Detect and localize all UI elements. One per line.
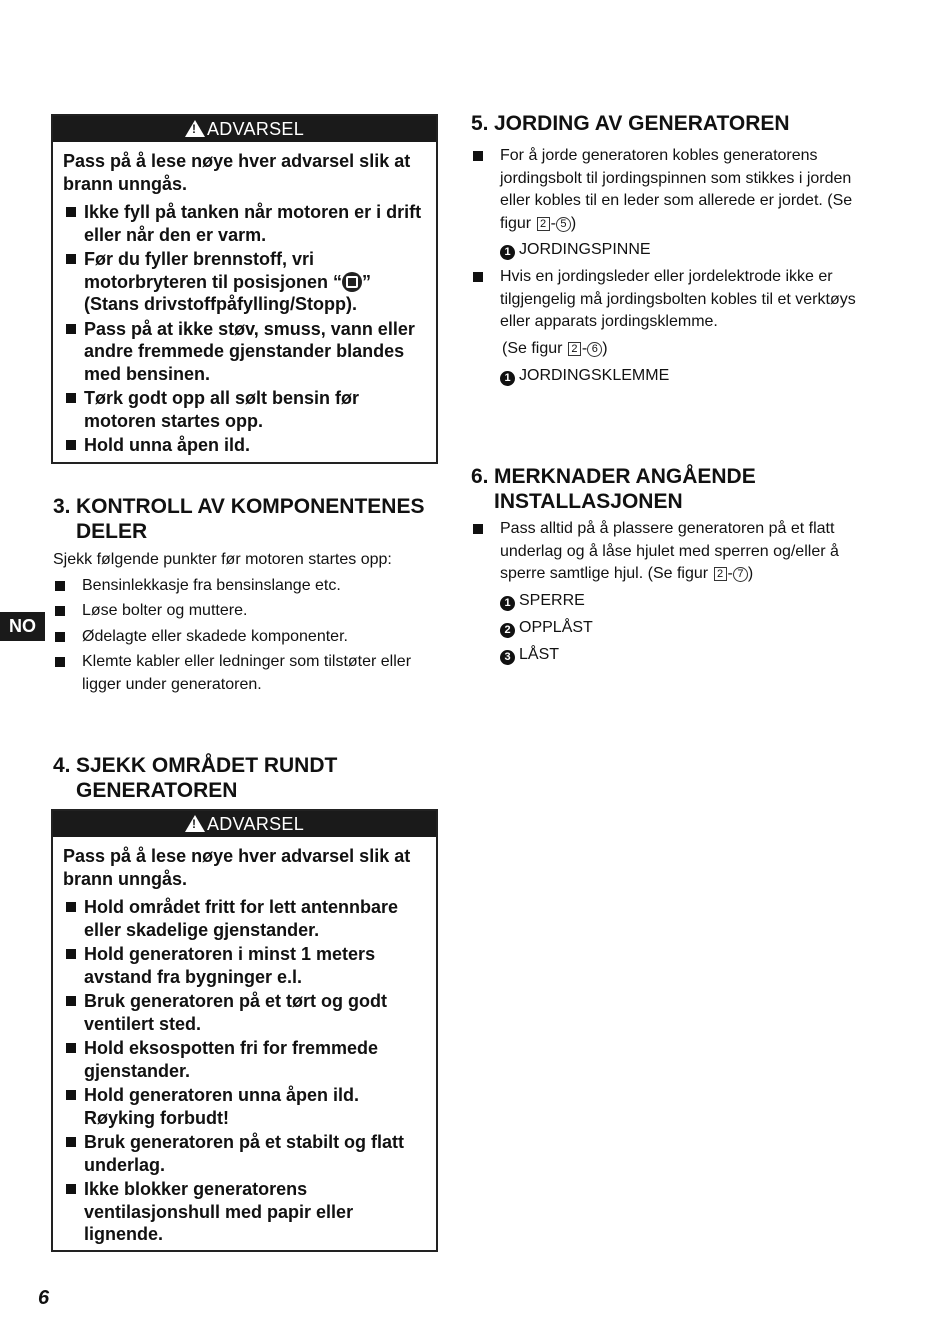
callout-number-icon: 1 <box>500 596 515 611</box>
section-4-title: 4. SJEKK OMRÅDET RUNDT GENERATOREN <box>53 754 338 802</box>
page-number: 6 <box>38 1287 50 1309</box>
warning-item: Hold unna åpen ild. <box>63 434 426 457</box>
warning-item: Pass på at ikke støv, smuss, vann eller andre fremmede gjenstander blandes med bensinen. <box>63 318 426 386</box>
section-6-title: 6. MERKNADER ANGÅENDE INSTALLASJONEN <box>471 465 756 513</box>
warning-item: Hold eksospotten fri for fremmede gjenstander. <box>63 1037 426 1082</box>
warning-triangle-icon <box>185 120 205 137</box>
grounding-item: Hvis en jordingsleder eller jordelektrode ikke er tilgjengelig må jordingsbolten kobles til et verktøys eller apparats jordingsklemme. <box>471 266 856 334</box>
callout-number-icon: 2 <box>500 623 515 638</box>
callout-number-icon: 1 <box>500 371 515 386</box>
section-5-title: 5. JORDING AV GENERATOREN <box>471 112 790 135</box>
warning-box-area <box>51 809 438 1252</box>
check-item: Bensinlekkasje fra bensinslange etc. <box>53 575 443 598</box>
check-item: Ødelagte eller skadede komponenter. <box>53 626 443 649</box>
warning-intro: Pass på å lese nøye hver advarsel slik at brann unngås. <box>63 846 411 889</box>
warning-item: Hold generatoren unna åpen ild. Røyking forbudt! <box>63 1084 426 1129</box>
installation-item: Pass alltid på å plassere generatoren på et flatt underlag og å låse hjulet med sperren og/eller å sperre samtlige hjul. (Se figur 2 - 7 ) <box>471 518 856 586</box>
warning-box-fire <box>51 114 438 464</box>
section-3-title: 3. KONTROLL AV KOMPONENTENES DELER <box>53 495 425 543</box>
callout-item: 3 LÅST <box>471 644 856 666</box>
figure-reference: (Se figur 2 - 6 ) <box>502 339 608 357</box>
section-6-body <box>471 518 856 671</box>
figure-sub-ref: 5 <box>556 217 571 232</box>
callout-item: 2 OPPLÅST <box>471 617 856 639</box>
section-3-body <box>53 549 443 699</box>
warning-item-tail: (Stans drivstoffpåfylling/Stopp). <box>84 294 357 314</box>
warning-item: Bruk generatoren på et tørt og godt ventilert sted. <box>63 990 426 1035</box>
warning-header <box>53 811 436 837</box>
warning-item-text: Før du fyller brennstoff, vri motorbryteren til posisjonen <box>84 249 329 292</box>
warning-header <box>53 116 436 142</box>
callout-item: 1 JORDINGSKLEMME <box>471 365 856 387</box>
warning-item: Bruk generatoren på et stabilt og flatt underlag. <box>63 1131 426 1176</box>
warning-item: Ikke fyll på tanken når motoren er i drift eller når den er varm. <box>63 201 426 246</box>
check-item: Klemte kabler eller ledninger som tilstøter eller ligger under generatoren. <box>53 651 443 696</box>
grounding-item: For å jorde generatoren kobles generatorens jordingsbolt til jordingspinnen som stikkes i jorden eller kobles til en leder som allerede er jordet. (Se figur 2 - 5 ) <box>471 145 856 235</box>
warning-header-label: ADVARSEL <box>206 119 305 139</box>
warning-item: Hold området fritt for lett antennbare eller skadelige gjenstander. <box>63 896 426 941</box>
figure-ref: 2 <box>537 217 550 231</box>
callout-item: 1 JORDINGSPINNE <box>471 239 856 261</box>
warning-item: Tørk godt opp all sølt bensin før motoren startes opp. <box>63 387 426 432</box>
figure-ref: 2 <box>568 342 581 356</box>
language-tab: NO <box>0 612 45 641</box>
warning-header-label: ADVARSEL <box>206 814 305 834</box>
check-item: Løse bolter og muttere. <box>53 600 443 623</box>
section-3-intro: Sjekk følgende punkter før motoren startes opp: <box>53 551 392 568</box>
warning-triangle-icon <box>185 815 205 832</box>
warning-intro: Pass på å lese nøye hver advarsel slik at brann unngås. <box>63 151 411 194</box>
callout-item: 1 SPERRE <box>471 590 856 612</box>
section-5-body <box>471 145 856 392</box>
fuel-stop-icon <box>342 272 362 292</box>
warning-item: Ikke blokker generatorens ventilasjonshull med papir eller lignende. <box>63 1178 426 1246</box>
figure-sub-ref: 6 <box>587 342 602 357</box>
warning-item: Hold generatoren i minst 1 meters avstand fra bygninger e.l. <box>63 943 426 988</box>
figure-ref: 2 <box>714 567 727 581</box>
warning-item: Før du fyller brennstoff, vri motorbryteren til posisjonen “ ” (Stans drivstoffpåfylling/Stopp). <box>63 248 426 316</box>
callout-number-icon: 3 <box>500 650 515 665</box>
callout-number-icon: 1 <box>500 245 515 260</box>
figure-sub-ref: 7 <box>733 567 748 582</box>
